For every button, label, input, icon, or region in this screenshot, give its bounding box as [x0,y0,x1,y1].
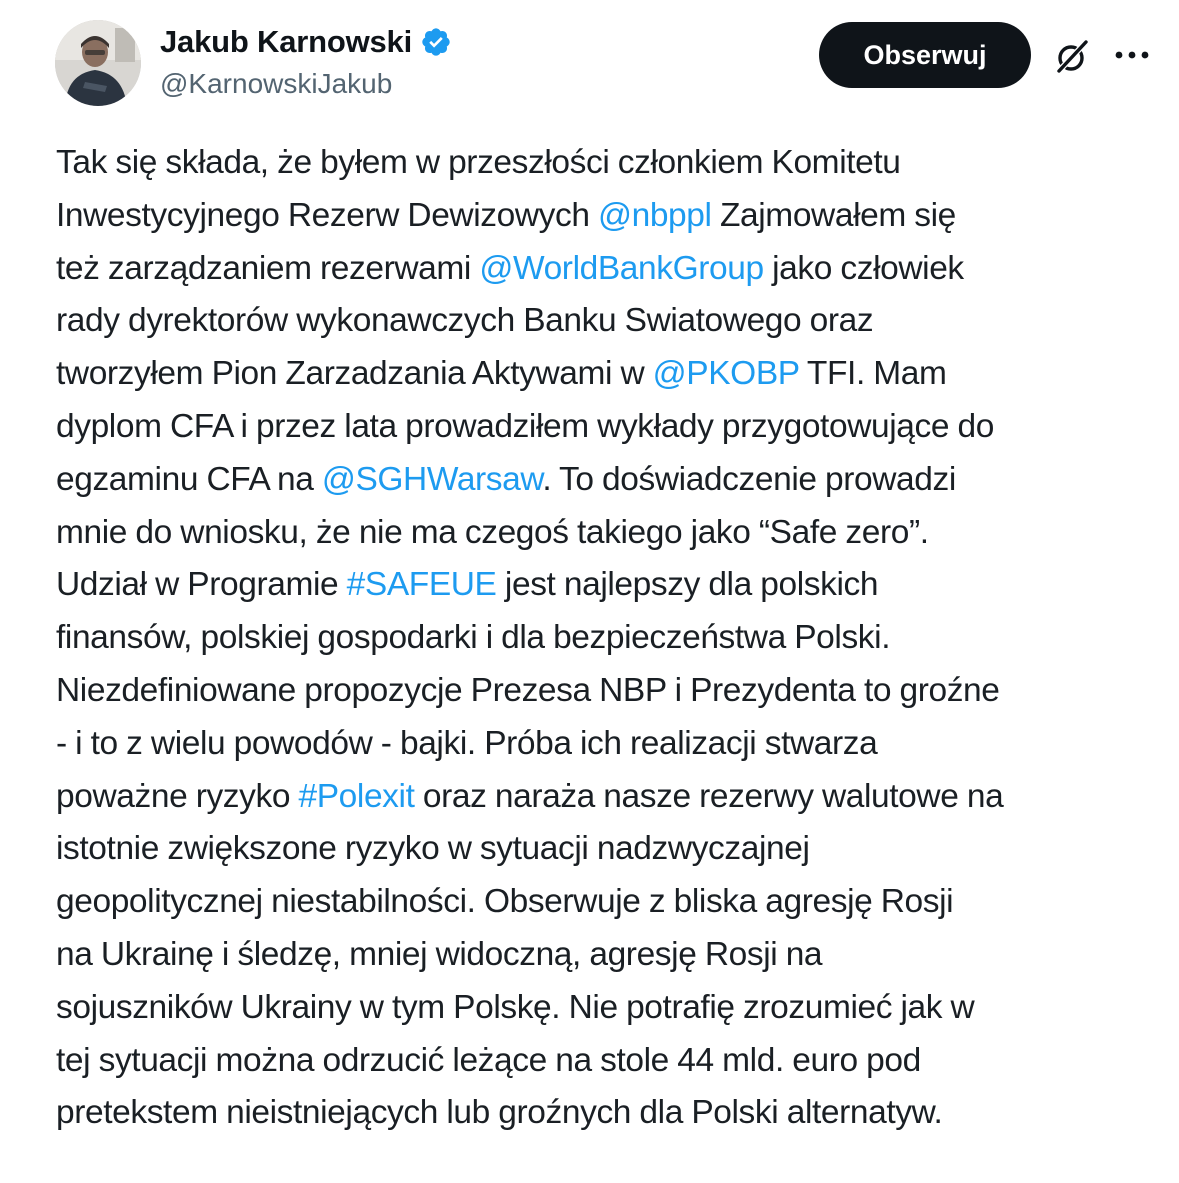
tweet-text-segment: Tak się składa, że byłem w przeszłości członkiem Komitetu [56,144,901,181]
tweet-line [56,559,1166,612]
tweet-text-segment: Udział w Programie [56,566,347,604]
avatar[interactable] [55,20,141,106]
tweet-text-segment: też zarządzaniem rezerwami [56,249,480,287]
author-handle[interactable]: @KarnowskiJakub [160,68,393,99]
tweet-line [56,1035,1166,1088]
tweet-line [56,929,1166,982]
tweet-line [56,612,1166,665]
author-display-name[interactable]: Jakub Karnowski [160,24,412,59]
tweet-line [56,401,1166,454]
tweet-header [0,0,1179,120]
tweet-text-segment: Zajmowałem się [711,196,956,234]
tweet-text-segment: Niezdefiniowane propozycje Prezesa NBP i Prezydenta to groźne [56,671,1000,709]
author-name-row[interactable] [160,22,452,62]
hashtag-link[interactable]: #Polexit [298,777,415,815]
tweet-line [56,295,1166,348]
tweet-text-segment: jako człowiek [763,249,964,287]
tweet-text-segment: egzaminu CFA na [56,460,322,498]
tweet-text-segment: pretekstem nieistniejących lub groźnych dla Polski alternatyw. [56,1094,943,1132]
tweet-line [56,771,1166,824]
tweet-line [56,665,1166,718]
tweet-line [56,243,1166,296]
tweet-text-segment: na Ukrainę i śledzę, mniej widoczną, agresję Rosji na [56,935,823,973]
tweet-line [56,454,1166,507]
tweet-text-segment: tworzyłem Pion Zarzadzania Aktywami w [56,355,653,393]
tweet-text-segment: Inwestycyjnego Rezerw Dewizowych [56,196,598,234]
tweet-text-segment: dyplom CFA i przez lata prowadziłem wykłady przygotowujące do [56,407,994,445]
mention-link[interactable]: @PKOBP [652,355,800,393]
tweet-text-segment: oraz naraża nasze rezerwy walutowe na [414,777,1004,815]
tweet-line [56,190,1166,243]
tweet-text-segment: finansów, polskiej gospodarki i dla bezpieczeństwa Polski. [56,619,891,657]
avatar-photo [55,20,141,106]
hashtag-link[interactable]: #SAFEUE [346,566,497,604]
tweet-text-segment: istotnie zwiększone ryzyko w sytuacji nadzwyczajnej [56,830,810,868]
tweet-text-segment: sojuszników Ukrainy w tym Polskę. Nie potrafię zrozumieć jak w [56,988,975,1026]
mention-link[interactable]: @SGHWarsaw [321,460,543,498]
tweet-text-segment: mnie do wniosku, że nie ma czegoś takiego jako “Safe zero”. [56,513,929,551]
tweet-line [56,507,1166,560]
mention-link[interactable]: @nbppl [597,196,712,234]
tweet-line [56,718,1166,771]
mention-link[interactable]: @WorldBankGroup [479,249,764,287]
tweet-line [56,982,1166,1035]
tweet-text-segment: geopolitycznej niestabilności. Obserwuje z bliska agresję Rosji [56,883,954,921]
verified-badge-icon [420,26,452,58]
tweet-text-segment: - i to z wielu powodów - bajki. Próba ich realizacji stwarza [56,724,878,762]
grok-icon[interactable] [1052,36,1092,76]
tweet-text-segment: tej sytuacji można odrzucić leżące na stole 44 mld. euro pod [56,1041,921,1079]
tweet-line [56,137,1166,190]
tweet-line [56,1087,1166,1140]
more-options-icon[interactable] [1112,40,1152,70]
follow-button[interactable]: Obserwuj [819,22,1031,88]
tweet-text [56,137,1166,1140]
tweet-text-segment: poważne ryzyko [56,777,299,815]
tweet-text-segment: TFI. Mam [799,355,947,393]
tweet-line [56,348,1166,401]
tweet-text-segment: rady dyrektorów wykonawczych Banku Swiatowego oraz [56,302,874,340]
tweet-line [56,823,1166,876]
tweet-line [56,876,1166,929]
tweet-text-segment: . To doświadczenie prowadzi [542,460,956,498]
tweet-text-segment: jest najlepszy dla polskich [496,566,879,604]
